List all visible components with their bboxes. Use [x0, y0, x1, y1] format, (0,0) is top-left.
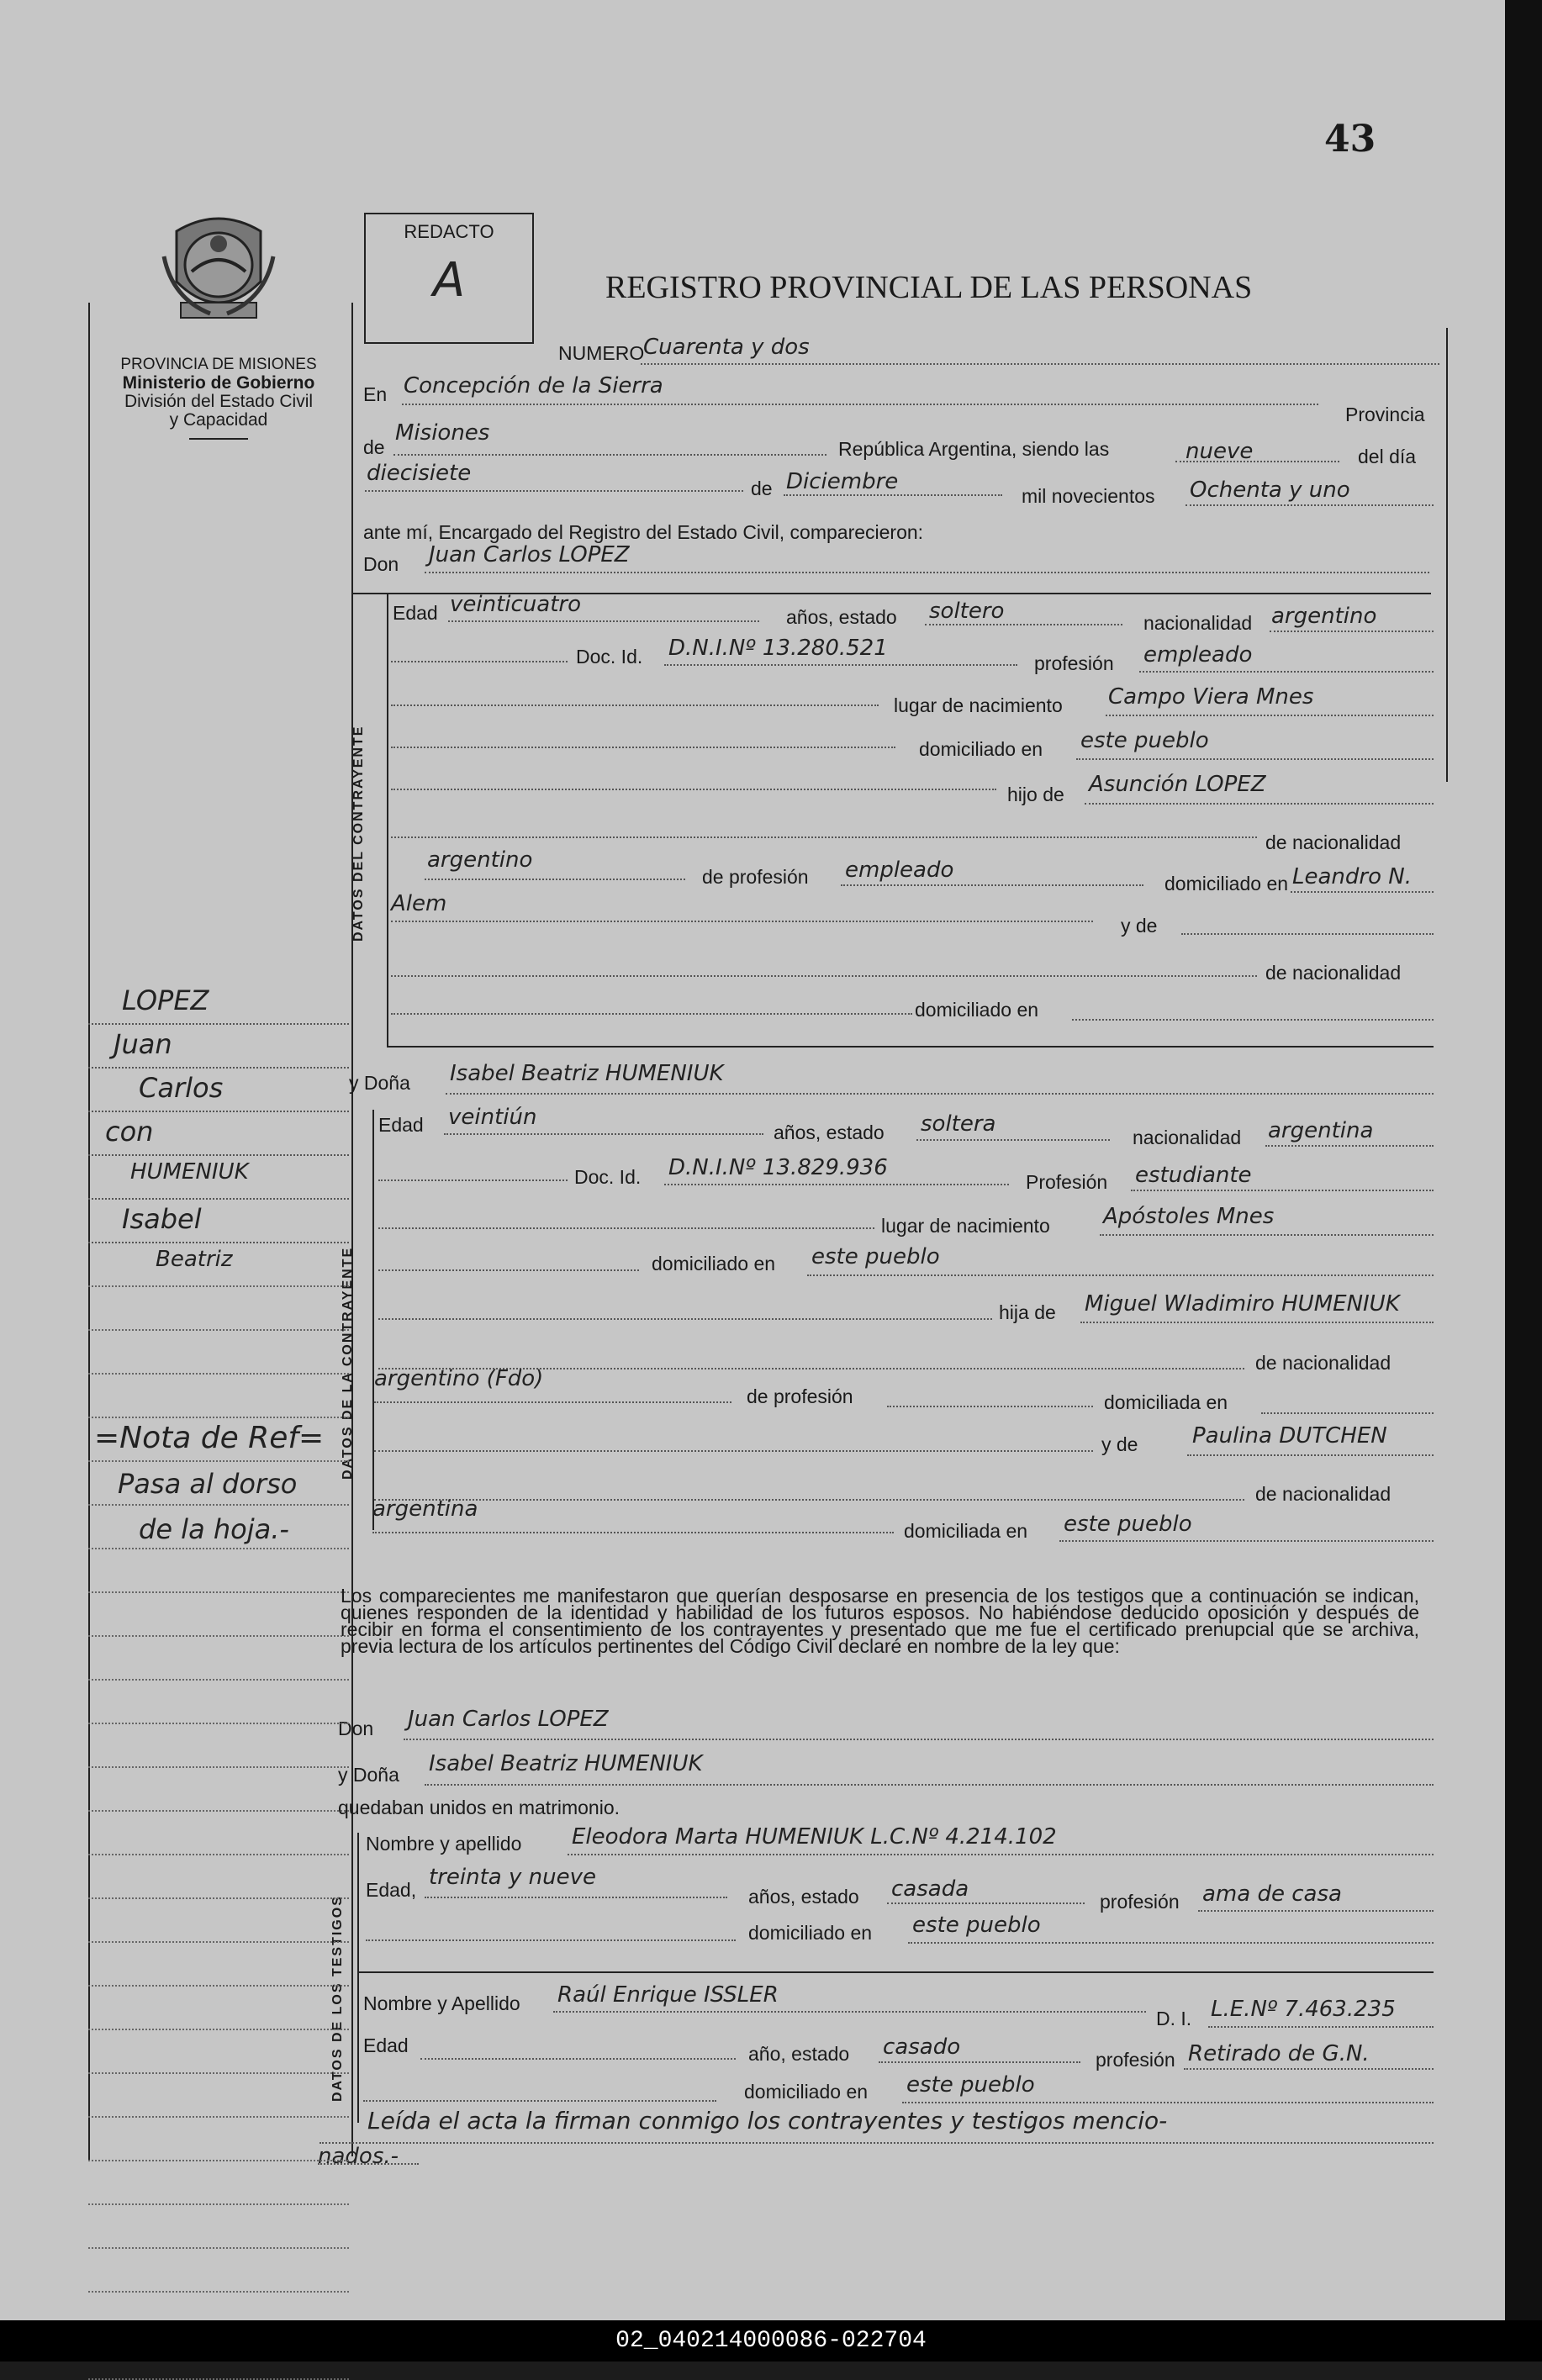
witness1-age: treinta y nueve — [429, 1865, 596, 1890]
provincia-label: Provincia — [1345, 404, 1425, 425]
margin-name-4 — [88, 1154, 349, 1200]
margin-guide-line — [88, 2160, 349, 2161]
prof-w2-label: profesión — [1096, 2049, 1175, 2071]
bride-father: Miguel Wladimiro HUMENIUK — [1085, 1291, 1400, 1317]
bride-profession: estudiante — [1135, 1163, 1252, 1188]
groom-parent-domicile-2: Alem — [391, 891, 447, 916]
del-dia-label: del día — [1358, 446, 1417, 467]
margin-name-text: con — [105, 1116, 154, 1148]
hijo-de-label: hijo de — [1007, 784, 1064, 805]
de-prof2-label: de profesión — [747, 1385, 853, 1407]
margin-guide-line — [88, 2203, 349, 2205]
margin-name-text: LOPEZ — [122, 984, 209, 1016]
dom2-label: domiciliado en — [652, 1253, 776, 1274]
nombre-apellido1-label: Nombre y apellido — [366, 1833, 522, 1855]
division-name: División del Estado Civil — [124, 392, 314, 411]
groom-age: veinticuatro — [450, 592, 581, 617]
margin-guide-line — [88, 1766, 349, 1768]
margin-note-1: =Nota de Ref= — [94, 1421, 325, 1455]
ano-estado-w2-label: año, estado — [748, 2043, 850, 2065]
month-value: Diciembre — [786, 469, 899, 494]
page-number: 43 — [1324, 118, 1376, 161]
lugar2-label: lugar de nacimiento — [881, 1215, 1050, 1237]
nombre-apellido2-label: Nombre y Apellido — [363, 1992, 520, 2014]
quedaban-label: quedaban unidos en matrimonio. — [338, 1797, 620, 1818]
witness2-profession: Retirado de G.N. — [1188, 2041, 1370, 2066]
groom-name: Juan Carlos LOPEZ — [429, 542, 630, 567]
prof2-label: Profesión — [1026, 1171, 1108, 1193]
margin-name-text: HUMENIUK — [130, 1159, 249, 1185]
de-label: de — [363, 436, 385, 458]
redacto-label: REDACTO — [404, 221, 494, 242]
witness2-name: Raúl Enrique ISSLER — [557, 1982, 779, 2008]
republica-label: República Argentina, siendo las — [838, 438, 1110, 460]
margin-name-text: Isabel — [122, 1203, 202, 1235]
province-value: Misiones — [395, 420, 490, 446]
margin-guide-line — [88, 2029, 349, 2030]
groom-birthplace: Campo Viera Mnes — [1108, 684, 1314, 710]
margin-guide-line — [88, 1810, 349, 1812]
margin-guide-line — [88, 1373, 349, 1375]
margin-guide-line — [88, 1504, 349, 1506]
en-label: En — [363, 383, 388, 405]
bride-father-nationality: argentino (Fdo) — [374, 1366, 544, 1391]
margin-guide-line — [88, 1854, 349, 1855]
groom-status: soltero — [929, 599, 1005, 624]
margin-guide-line — [88, 1941, 349, 1943]
margin-guide-line — [88, 2291, 349, 2293]
de-month-label: de — [751, 478, 773, 499]
de-nac4-label: de nacionalidad — [1255, 1483, 1391, 1505]
dom-parent-label: domiciliado en — [1164, 873, 1289, 894]
margin-name-text: Carlos — [139, 1072, 224, 1104]
de-prof1-label: de profesión — [702, 866, 809, 888]
hija-de-label: hija de — [999, 1301, 1056, 1323]
de-nac1-label: de nacionalidad — [1265, 831, 1402, 853]
edad1-label: Edad — [393, 602, 438, 624]
groom-nationality: argentino — [1271, 604, 1377, 629]
groom-doc: D.N.I.Nº 13.280.521 — [668, 636, 888, 661]
y-dona-label: y Doña — [349, 1072, 410, 1094]
numero-value: Cuarenta y dos — [643, 335, 810, 360]
closing-line-2: nados.- — [318, 2144, 399, 2169]
dom-parent2-label: domiciliado en — [915, 999, 1039, 1021]
groom-parent: Asunción LOPEZ — [1089, 772, 1266, 797]
nac1-label: nacionalidad — [1143, 612, 1253, 634]
anos-estado-w1-label: años, estado — [748, 1886, 859, 1908]
dom1-label: domiciliado en — [919, 738, 1043, 760]
margin-name-text: Beatriz — [156, 1247, 233, 1272]
anos-estado1-label: años, estado — [786, 606, 897, 628]
ante-label: ante mí, Encargado del Registro del Estado Civil, comparecieron: — [363, 521, 924, 543]
lugar1-label: lugar de nacimiento — [894, 694, 1063, 716]
witness2-doc: L.E.Nº 7.463.235 — [1211, 1997, 1396, 2022]
numero-label: NUMERO — [558, 342, 645, 364]
groom-parent-domicile: Leandro N. — [1292, 864, 1412, 889]
prof-w1-label: profesión — [1100, 1891, 1180, 1913]
margin-guide-line — [88, 1417, 349, 1418]
margin-guide-line — [88, 1985, 349, 1987]
groom-parent-nationality: argentino — [427, 847, 533, 873]
margin-guide-line — [88, 1723, 349, 1724]
dona-final-label: y Doña — [338, 1764, 399, 1786]
bride-name-final: Isabel Beatriz HUMENIUK — [429, 1751, 703, 1776]
witness2-domicile: este pueblo — [906, 2072, 1035, 2098]
witness1-status: casada — [891, 1876, 969, 1902]
margin-name-text: Juan — [114, 1028, 172, 1060]
margin-note-2: Pasa al dorso — [118, 1468, 298, 1500]
edad-w2-label: Edad — [363, 2034, 409, 2056]
section-label-testigos-text: DATOS DE LOS TESTIGOS — [330, 1895, 345, 2102]
anos-estado2-label: años, estado — [774, 1121, 885, 1143]
margin-name-6 — [88, 1242, 349, 1287]
margin-guide-line — [88, 2116, 349, 2118]
y-de1-label: y de — [1121, 915, 1158, 937]
witness2-status: casado — [883, 2034, 961, 2060]
redacto-box — [364, 213, 534, 344]
prof1-label: profesión — [1034, 652, 1114, 674]
bride-status: soltera — [921, 1111, 996, 1137]
dom-w2-label: domiciliado en — [744, 2081, 869, 2103]
groom-profession: empleado — [1143, 642, 1253, 668]
de-nac2-label: de nacionalidad — [1265, 962, 1402, 984]
margin-name-5 — [88, 1198, 349, 1243]
margin-guide-line — [88, 1635, 349, 1637]
bride-birthplace: Apóstoles Mnes — [1103, 1204, 1275, 1229]
section-label-contrayente: DATOS DEL CONTRAYENTE — [351, 725, 366, 942]
coat-of-arms-icon — [160, 206, 277, 332]
margin-name-2 — [88, 1067, 349, 1112]
margin-guide-line — [88, 2072, 349, 2074]
year-value: Ochenta y uno — [1190, 478, 1350, 503]
margin-guide-line — [88, 1897, 349, 1899]
bride-nationality: argentina — [1268, 1118, 1374, 1143]
margin-name-1 — [88, 1023, 349, 1069]
issuer-block — [80, 356, 357, 440]
groom-domicile: este pueblo — [1080, 728, 1209, 753]
groom-parent-profession: empleado — [845, 858, 954, 883]
de-nac3-label: de nacionalidad — [1255, 1352, 1391, 1374]
redacto-mark: A — [432, 253, 466, 308]
bride-name: Isabel Beatriz HUMENIUK — [450, 1061, 724, 1086]
di-label: D. I. — [1156, 2008, 1192, 2029]
margin-guide-line — [88, 1329, 349, 1331]
dom-w1-label: domiciliado en — [748, 1922, 873, 1944]
y-de2-label: y de — [1101, 1433, 1138, 1455]
doc1-label: Doc. Id. — [576, 646, 643, 668]
groom-name-final: Juan Carlos LOPEZ — [408, 1707, 609, 1732]
legal-paragraph: Los comparecientes me manifestaron que querían desposarse en presencia de los testigos que a continuación se indican, quienes responden de la identidad y habilidad de los futuros esposos. No habiéndose deducido oposición y después de recibir en forma el consentimiento de los contrayentes y presentado que me fue el certificado prenupcial que se archiva, previa lectura de los artículos pertinentes del Código Civil declaré en nombre de la ley que: — [341, 1585, 1419, 1657]
bride-mother: Paulina DUTCHEN — [1192, 1423, 1387, 1449]
mil-label: mil novecientos — [1022, 485, 1155, 507]
nac2-label: nacionalidad — [1133, 1127, 1242, 1148]
margin-guide-line — [88, 1548, 349, 1549]
day-value: diecisiete — [367, 461, 472, 486]
doc2-label: Doc. Id. — [574, 1166, 642, 1188]
margin-guide-line — [88, 1285, 349, 1287]
capacity-name: y Capacidad — [169, 410, 268, 430]
bride-doc: D.N.I.Nº 13.829.936 — [668, 1155, 888, 1180]
bride-mother-nationality: argentina — [372, 1496, 478, 1522]
don-label: Don — [363, 553, 399, 575]
margin-guide-line — [88, 1460, 349, 1462]
place-value: Concepción de la Sierra — [404, 373, 663, 398]
closing-line-1: Leída el acta la firman conmigo los contrayentes y testigos mencio- — [367, 2107, 1168, 2135]
margin-guide-line — [88, 1591, 349, 1593]
page-title: REGISTRO PROVINCIAL DE LAS PERSONAS — [605, 270, 1253, 305]
province-name: PROVINCIA DE MISIONES — [120, 356, 317, 373]
domiciliada2-label: domiciliada en — [904, 1520, 1028, 1542]
witness1-profession: ama de casa — [1202, 1881, 1342, 1907]
hour-value: nueve — [1186, 439, 1254, 464]
domiciliada-label: domiciliada en — [1104, 1391, 1228, 1413]
margin-name-3 — [88, 1111, 349, 1156]
bride-age: veintiún — [448, 1105, 537, 1130]
bride-mother-domicile: este pueblo — [1064, 1512, 1192, 1537]
margin-guide-line — [88, 1679, 349, 1681]
section-label-contrayenta: DATOS DE LA CONTRAYENTE — [341, 1246, 355, 1480]
footer-code: 02_040214000086-022704 — [0, 2320, 1542, 2362]
margin-name-0 — [88, 979, 349, 1025]
ministry-name: Ministerio de Gobierno — [122, 373, 315, 393]
margin-note-3: de la hoja.- — [139, 1513, 289, 1545]
book-binding — [1505, 0, 1542, 2362]
witness1-domicile: este pueblo — [912, 1913, 1041, 1938]
don-final-label: Don — [338, 1718, 374, 1739]
witness1-name: Eleodora Marta HUMENIUK L.C.Nº 4.214.102 — [572, 1824, 1057, 1850]
bride-domicile: este pueblo — [811, 1244, 940, 1269]
edad2-label: Edad — [378, 1114, 424, 1136]
margin-guide-line — [88, 2247, 349, 2249]
edad-w1-label: Edad, — [366, 1879, 417, 1901]
